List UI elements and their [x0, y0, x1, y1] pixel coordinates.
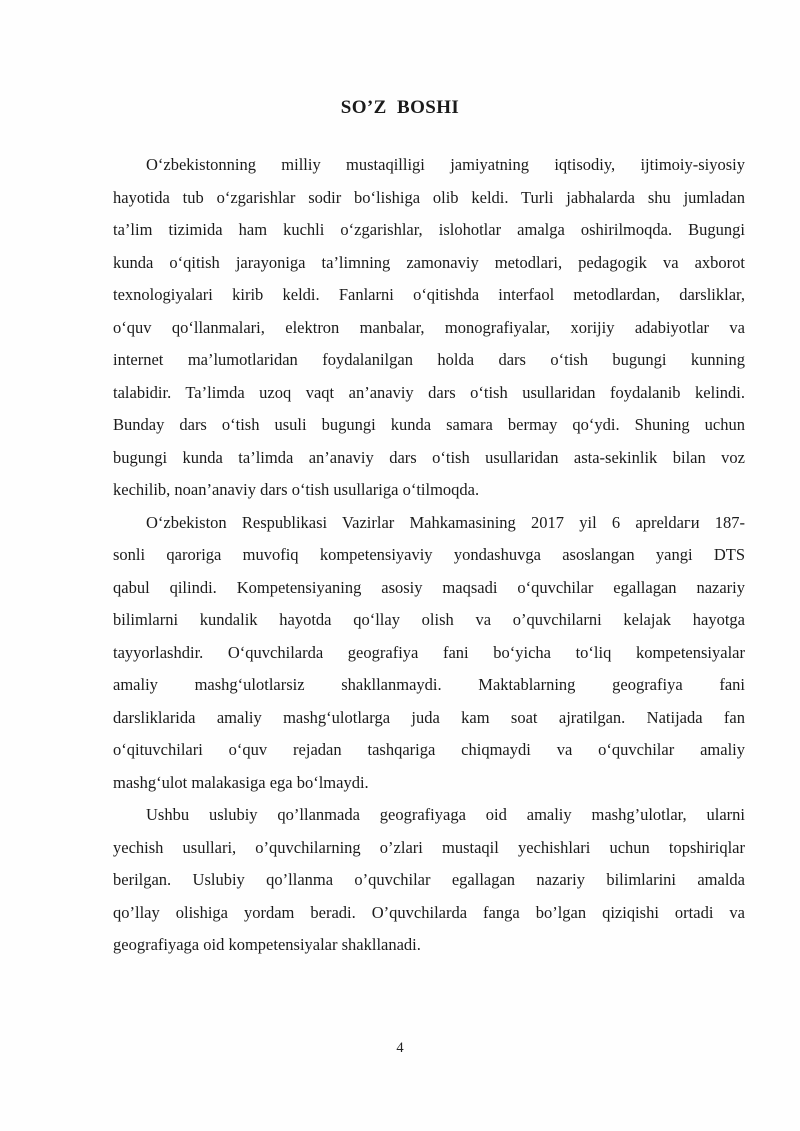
- text-line: mashg‘ulot malakasiga ega bo‘lmaydi.: [113, 772, 369, 792]
- text-line: o‘quv qo‘llanmalari, elektron manbalar, monografiyalar, xorijiy adabiyotlar va: [113, 317, 745, 337]
- text-line: darsliklarida amaliy mashg‘ulotlarga juda kam soat ajratilgan. Natijada fan: [113, 707, 745, 727]
- page-number: 4: [396, 1040, 404, 1056]
- text-line: kechilib, noan’anaviy dars o‘tish usullariga o‘tilmoqda.: [113, 480, 480, 499]
- text-line: O‘zbekiston Respublikasi Vazirlar Mahkamasining 2017 yil 6 apreldaги 187-: [146, 512, 745, 532]
- document-body: [113, 149, 745, 962]
- page-title: SO’Z BOSHI: [340, 97, 460, 118]
- text-line: qabul qilindi. Kompetensiyaning asosiy maqsadi o‘quvchilar egallagan nazariy: [113, 577, 745, 597]
- text-line: bugungi kunda ta’limda an’anaviy dars o‘tish usullaridan asta-sekinlik bilan voz: [113, 447, 745, 467]
- text-line: texnologiyalari kirib keldi. Fanlarni o‘qitishda interfaol metodlardan, darsliklar,: [113, 285, 745, 304]
- text-line: yechish usullari, o’quvchilarning o’zlari mustaqil yechishlari uchun topshiriqlar: [113, 837, 745, 857]
- text-line: o‘qituvchilari o‘quv rejadan tashqariga chiqmaydi va o‘quvchilar amaliy: [113, 740, 745, 759]
- text-line: qo’llay olishiga yordam beradi. O’quvchilarda fanga bo’lgan qiziqishi ortadi va: [113, 902, 745, 922]
- text-line: amaliy mashg‘ulotlarsiz shakllanmaydi. Maktablarning geografiya fani: [113, 675, 745, 694]
- text-line: ta’lim tizimida ham kuchli o‘zgarishlar, islohotlar amalga oshirilmoqda. Bugungi: [113, 220, 745, 239]
- text-line: talabidir. Ta’limda uzoq vaqt an’anaviy dars o‘tish usullaridan foydalanib kelindi.: [113, 382, 745, 402]
- paragraph: [113, 507, 745, 800]
- text-line: bilimlarni kundalik hayotda qo‘llay olish va o’quvchilarni kelajak hayotga: [113, 610, 745, 629]
- text-line: berilgan. Uslubiy qo’llanma o’quvchilar egallagan nazariy bilimlarini amalda: [113, 870, 745, 889]
- text-line: hayotida tub o‘zgarishlar sodir bo‘lishiga olib keldi. Turli jabhalarda shu jumladan: [113, 187, 745, 207]
- paragraph: [113, 149, 745, 507]
- text-line: O‘zbekistonning milliy mustaqilligi jamiyatning iqtisodiy, ijtimoiy-siyosiy: [146, 155, 745, 174]
- text-line: kunda o‘qitish jarayoniga ta’limning zamonaviy metodlari, pedagogik va axborot: [113, 252, 745, 272]
- text-line: tayyorlashdir. O‘quvchilarda geografiya fani bo‘yicha to‘liq kompetensiyalar: [113, 642, 745, 662]
- text-line: internet ma’lumotlaridan foydalanilgan holda dars o‘tish bugungi kunning: [113, 350, 745, 369]
- text-line: Ushbu uslubiy qo’llanmada geografiyaga oid amaliy mashg’ulotlar, ularni: [146, 805, 745, 824]
- text-line: sonli qaroriga muvofiq kompetensiyaviy yondashuvga asoslangan yangi DTS: [113, 545, 745, 564]
- paragraph: [113, 799, 745, 962]
- text-line: Bunday dars o‘tish usuli bugungi kunda samara bermay qo‘ydi. Shuning uchun: [113, 415, 745, 434]
- text-line: geografiyaga oid kompetensiyalar shakllanadi.: [113, 935, 421, 954]
